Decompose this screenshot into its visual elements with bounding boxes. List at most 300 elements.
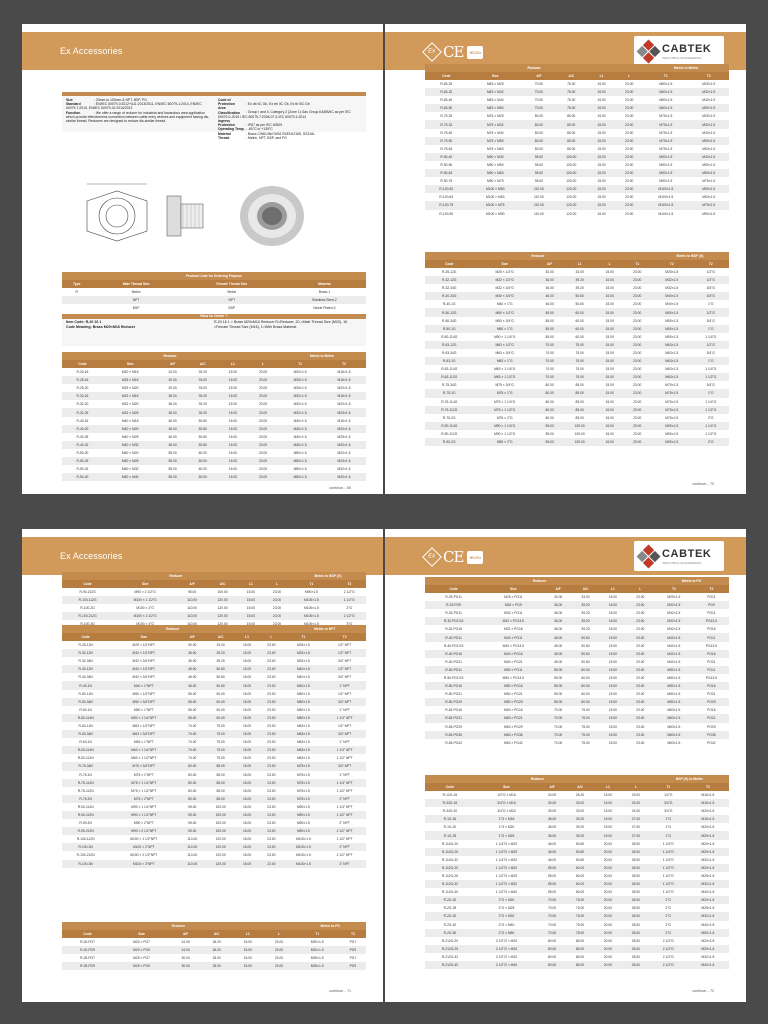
- table-cell: R-50-12G: [425, 308, 474, 316]
- table-row: [425, 438, 729, 446]
- table-cell: 23.00: [615, 210, 643, 218]
- table-cell: 39.20: [566, 823, 594, 831]
- table-cell: R-25-PG7: [62, 954, 113, 962]
- table-cell: R-63-1N: [62, 738, 109, 746]
- table-cell: M40 × M20: [103, 425, 158, 433]
- table-cell: 60.00: [188, 465, 218, 473]
- table-cell: 95.00: [523, 153, 555, 161]
- table-cell: 95.00: [536, 438, 564, 446]
- table-cell: 1"G: [650, 815, 687, 823]
- table-cell: 55.00: [544, 682, 571, 690]
- table-cell: 30.00: [158, 376, 188, 384]
- table-cell: 23.00: [623, 373, 651, 381]
- table-cell: R-75-2G: [425, 414, 474, 422]
- table-cell: M63 × M40: [468, 96, 523, 104]
- table-cell: 15.00: [235, 698, 259, 706]
- table-cell: M40×1.5: [687, 961, 729, 969]
- table-cell: M32 × PG13.5: [482, 617, 544, 625]
- table-cell: 15.00: [596, 381, 624, 389]
- table-row: [62, 730, 366, 738]
- table-cell: R-50-20: [62, 449, 103, 457]
- column-header: T2: [689, 72, 729, 80]
- table-cell: 28.00: [622, 848, 650, 856]
- table-cell: M16×1.5: [687, 815, 729, 823]
- table-row: [62, 449, 366, 457]
- table-cell: M75 × 1"NPT: [109, 771, 178, 779]
- table-row: [425, 953, 729, 961]
- table-cell: 2"G: [650, 921, 687, 929]
- table-cell: 70.00: [538, 929, 566, 937]
- table-row: [62, 596, 366, 604]
- column-header: L1: [599, 585, 626, 593]
- table-cell: 15.00: [588, 112, 616, 120]
- table-cell: R-2G-25: [425, 904, 475, 912]
- table-cell: 28.00: [622, 856, 650, 864]
- table-cell: 1/2"G: [693, 276, 729, 284]
- table-cell: M63 × 3/4"NPT: [109, 730, 178, 738]
- table-cell: 36.00: [536, 284, 564, 292]
- table-cell: R-50-PG21: [425, 690, 482, 698]
- table-cell: 1 1/4"G × M20: [475, 840, 538, 848]
- table-cell: M50×1.5: [284, 690, 324, 698]
- table-cell: M50 × M40: [103, 473, 158, 481]
- table-cell: 75.00: [555, 80, 588, 88]
- table-cell: R-40-12N: [62, 665, 109, 673]
- certification-logos: [425, 43, 483, 61]
- table-cell: 15.00: [594, 807, 622, 815]
- table-cell: PG7: [340, 954, 366, 962]
- table-cell: PG13.5: [694, 642, 729, 650]
- table-cell: 36.00: [158, 392, 188, 400]
- table-row: [62, 400, 366, 408]
- group-header-type: Metric to Metric: [278, 352, 366, 360]
- table-cell: M20×1.5: [322, 384, 366, 392]
- table-row: [62, 803, 366, 811]
- table-cell: M63 × PG42: [482, 739, 544, 747]
- table-cell: M50×1.5: [654, 682, 694, 690]
- table-cell: R-100-3N: [62, 860, 109, 868]
- table-cell: 36.00: [178, 649, 206, 657]
- table-cell: 70.00: [538, 896, 566, 904]
- table-cell: 100.00: [563, 422, 595, 430]
- table-cell: 85.00: [555, 129, 588, 137]
- column-header: A/C: [555, 72, 588, 80]
- table-cell: 23.00: [259, 657, 283, 665]
- table-row: [62, 681, 366, 689]
- table-cell: 15.00: [238, 588, 264, 596]
- table-cell: M25×1.5: [322, 433, 366, 441]
- table-cell: 39.20: [563, 276, 595, 284]
- table-cell: 1"G: [650, 823, 687, 831]
- table-cell: 80.00: [178, 787, 206, 795]
- table-cell: 15.00: [235, 681, 259, 689]
- table-cell: 75.00: [563, 365, 595, 373]
- table-cell: M32×1.5: [687, 912, 729, 920]
- table-row: [62, 954, 366, 962]
- table-cell: 1 1/2" NPT: [323, 787, 366, 795]
- table-cell: 23.00: [622, 791, 650, 799]
- table-cell: 23.00: [259, 787, 283, 795]
- table-cell: 100.00: [206, 811, 235, 819]
- table-cell: 110.00: [177, 596, 207, 604]
- table-cell: 3/4"G: [693, 292, 729, 300]
- table-row: [425, 823, 729, 831]
- table-cell: 50.60: [563, 292, 595, 300]
- table-cell: 15.00: [235, 779, 259, 787]
- table-cell: 60.00: [563, 308, 595, 316]
- table-cell: 23.00: [248, 441, 278, 449]
- table-cell: R-75-32: [425, 120, 468, 128]
- table-cell: 2 1/2"G: [333, 588, 366, 596]
- table-cell: 15.00: [232, 962, 263, 970]
- table-cell: 15.00: [235, 787, 259, 795]
- table-cell: 23.00: [248, 408, 278, 416]
- table-row: [62, 771, 366, 779]
- table-row: [62, 441, 366, 449]
- table-cell: 15.00: [596, 300, 624, 308]
- table-cell: 3/4"G: [693, 284, 729, 292]
- table-cell: 15.00: [599, 690, 626, 698]
- table-cell: M25 × PG11: [482, 593, 544, 601]
- table-cell: 1 1/2" NPT: [323, 835, 366, 843]
- table-cell: M50×1.5: [278, 457, 322, 465]
- table-cell: 85.00: [206, 787, 235, 795]
- table-cell: M32 × 1/2"NPT: [109, 649, 178, 657]
- table-cell: 23.00: [627, 642, 654, 650]
- table-cell: 60.00: [566, 888, 594, 896]
- table-row: [425, 145, 729, 153]
- table-cell: 39.20: [188, 392, 218, 400]
- table-cell: M90 × 2"G: [474, 438, 536, 446]
- table-cell: R-90-2G: [425, 438, 474, 446]
- table-cell: 15.00: [596, 406, 624, 414]
- table-cell: 46.00: [178, 665, 206, 673]
- table-cell: 55.00: [544, 690, 571, 698]
- table-cell: PG9: [694, 601, 729, 609]
- table-cell: 60.00: [572, 682, 599, 690]
- table-cell: M25×1.5: [654, 593, 694, 601]
- table-cell: R-32-16: [62, 392, 103, 400]
- table-cell: 70.00: [178, 746, 206, 754]
- table-cell: 15.00: [599, 682, 626, 690]
- table-cell: 23.00: [248, 392, 278, 400]
- column-header: L: [622, 783, 650, 791]
- table-cell: 1 1/2"G: [650, 880, 687, 888]
- table-cell: R-63-114N: [62, 746, 109, 754]
- table-cell: M75×1.5: [643, 145, 688, 153]
- table-cell: M40 × PG16: [482, 650, 544, 658]
- table-cell: M25 × 1/2"G: [474, 268, 536, 276]
- table-row: [425, 682, 729, 690]
- table-cell: 23.00: [248, 433, 278, 441]
- table-cell: 23.00: [623, 430, 651, 438]
- table-cell: M63×1.5: [284, 738, 324, 746]
- table-cell: M75 × M40: [468, 129, 523, 137]
- table-cell: 24.00: [158, 368, 188, 376]
- table-cell: R-63-34G: [425, 349, 474, 357]
- column-header: Code: [62, 930, 113, 938]
- table-cell: 3/4"G: [693, 317, 729, 325]
- table-cell: R-40-PG16: [425, 650, 482, 658]
- table-cell: 23.00: [623, 438, 651, 446]
- column-header: L: [263, 930, 294, 938]
- table-cell: 15.00: [588, 145, 616, 153]
- table-row: [425, 625, 729, 633]
- table-cell: 85.00: [563, 381, 595, 389]
- table-cell: 15.00: [238, 604, 264, 612]
- table-cell: 23.00: [264, 588, 290, 596]
- table-cell: M32×1.5: [689, 120, 729, 128]
- table-cell: M90×1.5: [643, 161, 688, 169]
- table-cell: 15.00: [235, 843, 259, 851]
- table-cell: 100.00: [555, 169, 588, 177]
- table-cell: M40 × 1"NPT: [109, 681, 178, 689]
- page-title: Ex Accessories: [60, 551, 123, 561]
- column-header: A/C: [188, 360, 218, 368]
- table-cell: 2"G: [333, 604, 366, 612]
- table-cell: 15.00: [596, 357, 624, 365]
- table-cell: 1 1/4" NPT: [323, 803, 366, 811]
- table-cell: 28.00: [622, 904, 650, 912]
- table-row: [425, 799, 729, 807]
- table-cell: 70.00: [538, 921, 566, 929]
- table-cell: 36.00: [178, 657, 206, 665]
- table-cell: R-63-1G: [425, 357, 474, 365]
- table-cell: R-100-50: [425, 185, 468, 193]
- table-cell: 15.00: [235, 811, 259, 819]
- table-cell: R-32-12N: [62, 649, 109, 657]
- table-cell: 23.00: [623, 325, 651, 333]
- table-row: [425, 177, 729, 185]
- table-cell: M32×1.5: [687, 856, 729, 864]
- table-cell: 1/2" NPT: [323, 649, 366, 657]
- table-cell: 15.00: [594, 791, 622, 799]
- table-row: BSP BSP Nickel Plated-3: [62, 304, 366, 312]
- table-cell: 39.20: [572, 601, 599, 609]
- table-cell: 23.00: [623, 422, 651, 430]
- table-cell: 15.00: [599, 625, 626, 633]
- table-cell: 15.00: [588, 120, 616, 128]
- table-cell: 23.00: [623, 398, 651, 406]
- table-cell: R-32-PG13.5: [425, 617, 482, 625]
- table-cell: 1 1/4"G: [693, 333, 729, 341]
- column-header: Code: [425, 585, 482, 593]
- table-cell: 20.00: [594, 848, 622, 856]
- table-row: [425, 912, 729, 920]
- table-cell: R-100-2G: [62, 604, 113, 612]
- table-cell: 15.00: [235, 762, 259, 770]
- column-header: Size: [474, 260, 536, 268]
- table-cell: R-63-112G: [425, 373, 474, 381]
- spec-right: [218, 98, 362, 140]
- table-cell: M100 × M63: [468, 193, 523, 201]
- product-photo: [240, 186, 304, 246]
- table-cell: 55.00: [544, 674, 571, 682]
- table-cell: PG7: [340, 938, 366, 946]
- table-cell: 15.00: [599, 609, 626, 617]
- table-cell: 15.00: [599, 593, 626, 601]
- spec-protection: Code of Protection : Ex db IIC Gb, Ex eb IIC Gb, Ex tb IIIC Db: [218, 98, 310, 107]
- table-cell: 1"G: [693, 389, 729, 397]
- table-cell: 1"G: [693, 300, 729, 308]
- metric-to-npt-table: [62, 625, 366, 868]
- table-cell: 80.00: [538, 945, 566, 953]
- table-row: [425, 856, 729, 864]
- table-cell: M63 × 1 1/4"NPT: [109, 746, 178, 754]
- table-cell: 46.00: [536, 300, 564, 308]
- column-header: T2: [322, 360, 366, 368]
- column-header: Size: [113, 580, 177, 588]
- group-header-type: Metric to NPT: [284, 625, 366, 633]
- table-cell: 15.00: [218, 433, 248, 441]
- table-cell: M32×1.5: [284, 649, 324, 657]
- table-cell: M40 × PG13.5: [482, 642, 544, 650]
- catalog-page-71: [22, 529, 383, 1002]
- table-cell: R-100-2N: [62, 843, 109, 851]
- table-cell: M50 × 1 1/4"NPT: [109, 714, 178, 722]
- table-cell: M32×1.5: [654, 601, 694, 609]
- table-cell: R-75-112N: [62, 787, 109, 795]
- table-cell: 36.00: [158, 408, 188, 416]
- table-cell: M90 × 1 1/4"G: [474, 422, 536, 430]
- table-row: [425, 690, 729, 698]
- table-cell: 15.00: [588, 104, 616, 112]
- table-cell: 1/2"G × M16: [475, 791, 538, 799]
- table-cell: 70.00: [178, 754, 206, 762]
- metric-to-bsp-table: [425, 252, 729, 446]
- table-cell: 120.00: [206, 835, 235, 843]
- table-cell: 70.00: [536, 357, 564, 365]
- table-cell: 15.00: [235, 835, 259, 843]
- table-row: [425, 633, 729, 641]
- table-cell: 120.00: [555, 193, 588, 201]
- how-to-order-box: [62, 316, 366, 346]
- table-cell: 15.00: [218, 376, 248, 384]
- table-cell: 23.00: [627, 706, 654, 714]
- table-cell: 46.00: [538, 856, 566, 864]
- table-cell: 75.00: [206, 746, 235, 754]
- col-female: Female Thread Size: [181, 280, 283, 288]
- table-cell: R-25-12G: [425, 268, 474, 276]
- table-cell: M90×1.5: [643, 153, 688, 161]
- table-cell: 23.00: [615, 80, 643, 88]
- column-header: T1: [623, 260, 651, 268]
- column-header: Size: [482, 585, 544, 593]
- table-cell: R-75-40: [425, 129, 468, 137]
- table-cell: R-50-114G: [425, 333, 474, 341]
- table-cell: 15.00: [596, 349, 624, 357]
- table-cell: M100×1.5: [290, 604, 333, 612]
- table-cell: R-50-114N: [62, 714, 109, 722]
- table-cell: M50 × M20: [103, 449, 158, 457]
- column-header: L1: [235, 633, 259, 641]
- table-row: [62, 612, 366, 620]
- table-cell: 55.00: [178, 698, 206, 706]
- table-cell: M50 × M25: [103, 457, 158, 465]
- table-cell: R-63-PG42: [425, 739, 482, 747]
- table-cell: 60.00: [563, 317, 595, 325]
- table-cell: 1 1/2"G: [650, 888, 687, 896]
- table-cell: 23.00: [615, 129, 643, 137]
- table-row: [62, 457, 366, 465]
- group-header-reducer: Reducer: [62, 922, 295, 930]
- table-cell: 50.60: [206, 665, 235, 673]
- table-cell: M25×1.5: [322, 457, 366, 465]
- table-cell: 23.00: [615, 153, 643, 161]
- metric-to-pg-table-1: [62, 922, 366, 970]
- table-cell: M100 × M75: [468, 201, 523, 209]
- table-cell: R-50-34G: [425, 317, 474, 325]
- column-header: Code: [62, 360, 103, 368]
- table-cell: M63 × PG29: [482, 723, 544, 731]
- table-cell: R-40-PG11: [425, 633, 482, 641]
- table-cell: M25×1.5: [687, 945, 729, 953]
- table-cell: 30.00: [158, 384, 188, 392]
- table-cell: 15.00: [235, 754, 259, 762]
- table-cell: 1 1/4"G: [650, 840, 687, 848]
- table-cell: 23.00: [623, 284, 651, 292]
- table-cell: 75.00: [572, 723, 599, 731]
- table-cell: R-50-1G: [425, 325, 474, 333]
- column-header: A/F: [178, 633, 206, 641]
- spec-function: Function : We offer a range of reducer for industrial and hazardous area application which provide effectiveness connection between cable entry devices and equipment having dis-similar thread. Reducers are designed to reduce dis-similar thread.: [66, 110, 210, 124]
- table-row: [62, 779, 366, 787]
- table-cell: M75 × 1"G: [474, 389, 536, 397]
- table-cell: M40×1.5: [278, 441, 322, 449]
- table-cell: 23.00: [259, 835, 283, 843]
- column-header: T1: [278, 360, 322, 368]
- table-cell: 1 1/2"G: [693, 406, 729, 414]
- table-cell: R-40-1G: [425, 300, 474, 308]
- table-cell: 1/2"G: [693, 268, 729, 276]
- table-cell: 27.00: [622, 815, 650, 823]
- table-cell: R-90-75: [425, 177, 468, 185]
- table-cell: 20.00: [594, 912, 622, 920]
- table-cell: M90×1.5: [643, 169, 688, 177]
- table-cell: 15.00: [596, 398, 624, 406]
- table-row: [425, 422, 729, 430]
- table-cell: R-100-112N: [62, 835, 109, 843]
- table-cell: PG13.5: [694, 617, 729, 625]
- table-row: [425, 284, 729, 292]
- table-cell: 15.00: [235, 803, 259, 811]
- table-row: [425, 210, 729, 218]
- table-row: [425, 414, 729, 422]
- table-cell: 2"G: [693, 414, 729, 422]
- table-row: [425, 169, 729, 177]
- table-cell: M100 × M50: [468, 185, 523, 193]
- table-cell: 75.00: [563, 373, 595, 381]
- column-header: A/F: [177, 580, 207, 588]
- table-row: [425, 398, 729, 406]
- table-cell: 23.00: [627, 633, 654, 641]
- table-cell: 15.00: [588, 153, 616, 161]
- table-cell: M20 × PG9: [113, 946, 170, 954]
- table-cell: R-32-PG9: [425, 601, 482, 609]
- table-cell: 39.20: [572, 625, 599, 633]
- table-cell: 3/4"G × M16: [475, 799, 538, 807]
- table-cell: M40×1.5: [654, 658, 694, 666]
- table-cell: 80.00: [538, 961, 566, 969]
- table-cell: R-112G-40: [425, 888, 475, 896]
- table-cell: 55.00: [544, 666, 571, 674]
- table-cell: M50×1.5: [651, 317, 693, 325]
- table-cell: 15.00: [235, 649, 259, 657]
- table-row: [62, 465, 366, 473]
- table-cell: 23.00: [623, 300, 651, 308]
- table-row: [425, 815, 729, 823]
- table-cell: 46.00: [158, 425, 188, 433]
